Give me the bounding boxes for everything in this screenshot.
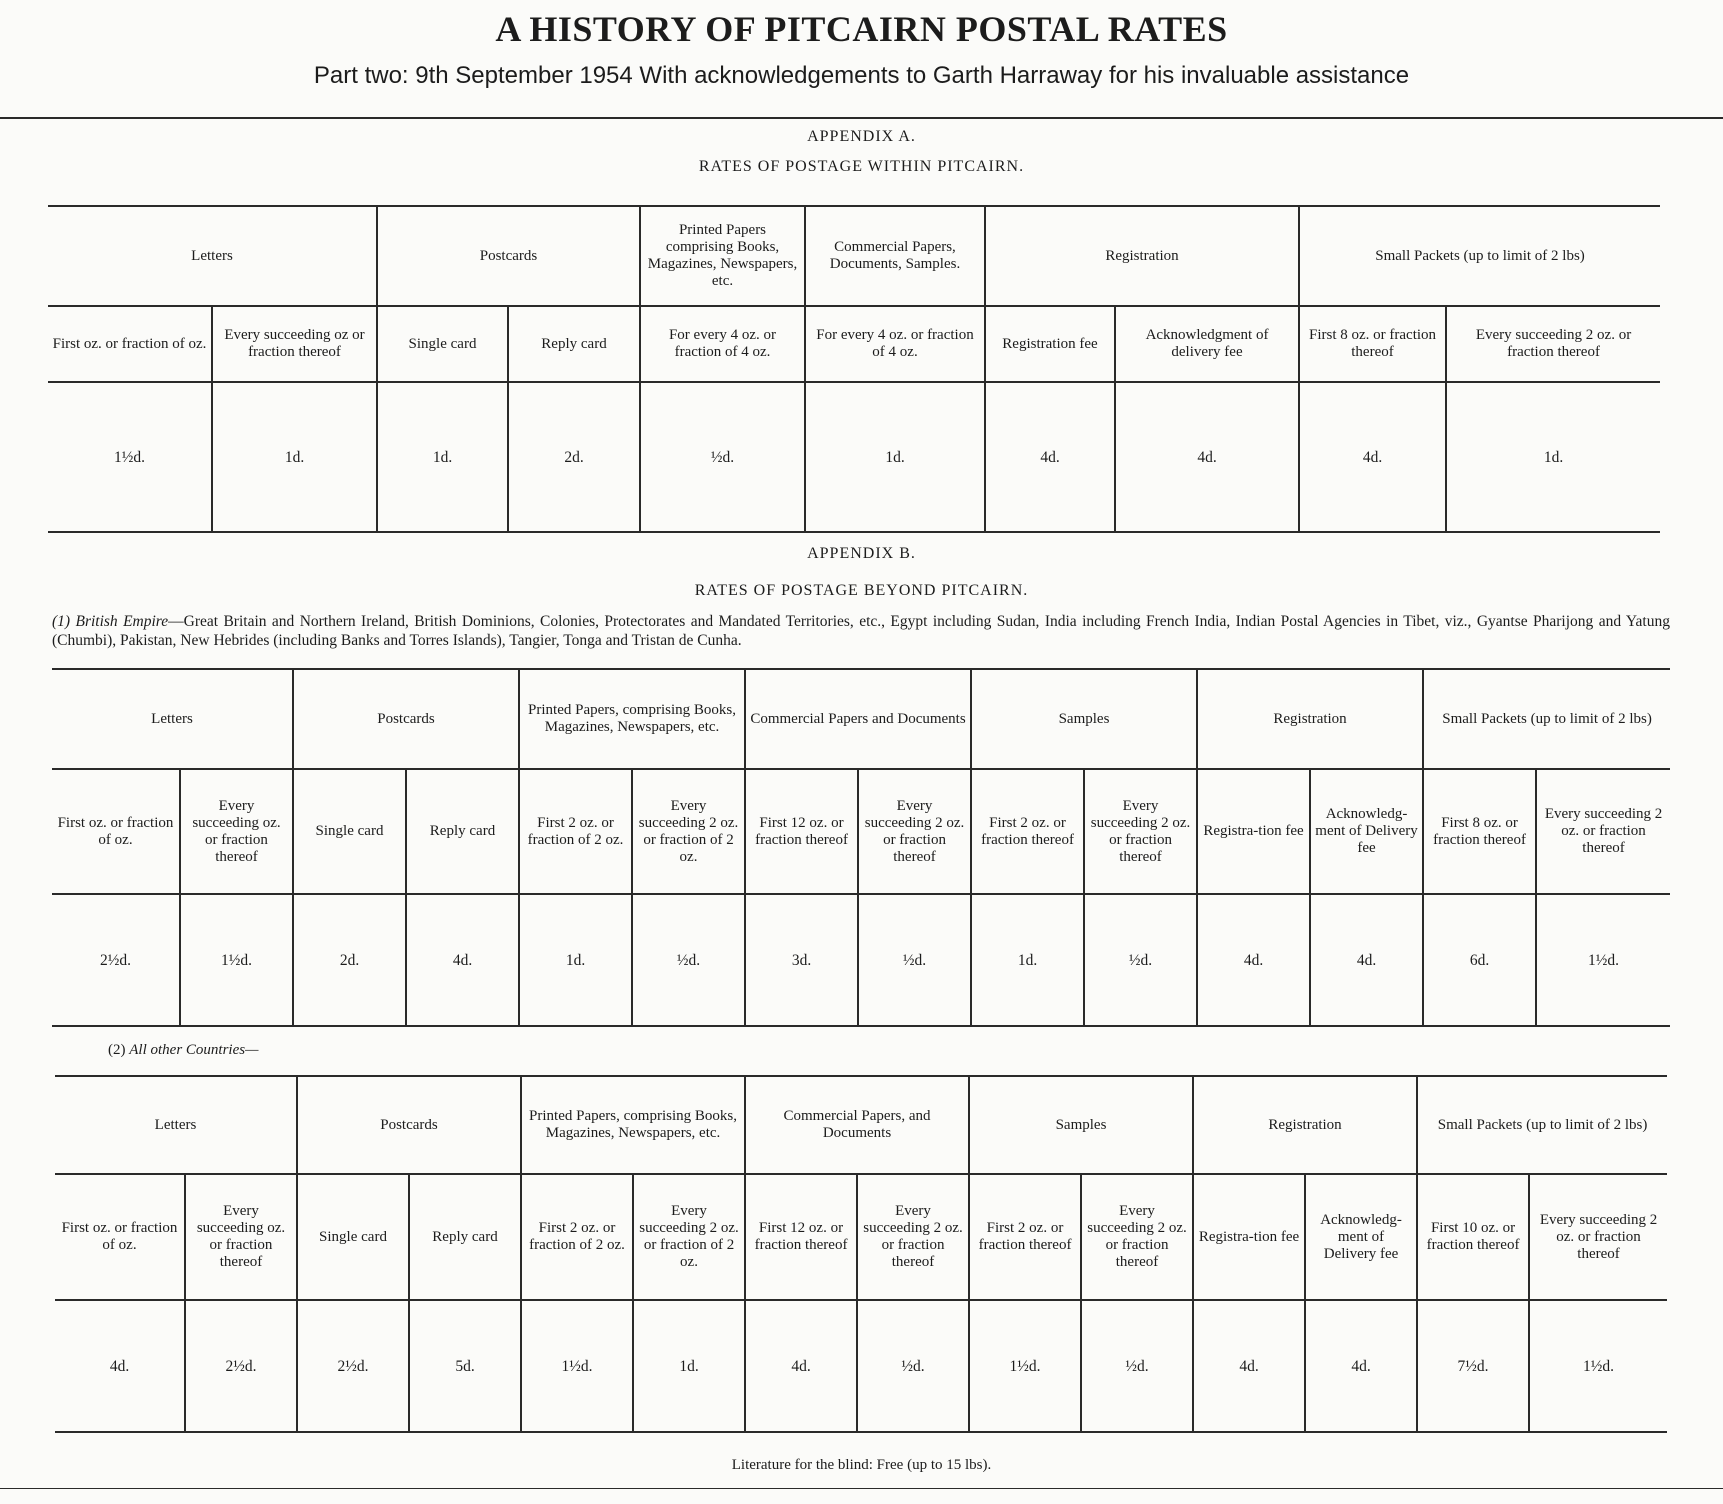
sub-header: First oz. or fraction of oz. bbox=[52, 769, 180, 894]
section-lead: (1) British Empire bbox=[52, 613, 169, 630]
rate-value: ½d. bbox=[632, 894, 745, 1026]
rate-value: 1½d. bbox=[114, 448, 145, 466]
rate-value: 3d. bbox=[745, 894, 858, 1026]
rate-value: 1½d. bbox=[521, 1300, 633, 1432]
sub-header: First 8 oz. or fraction thereof bbox=[1423, 769, 1536, 894]
rate-value: 1d. bbox=[377, 382, 508, 532]
appendix-b-title: RATES OF POSTAGE BEYOND PITCAIRN. bbox=[694, 582, 1029, 599]
sub-header: Every succeeding 2 oz. or fraction of 2 oz. bbox=[632, 769, 745, 894]
rate-value: 2d. bbox=[508, 382, 640, 532]
group-small-packets: Small Packets (up to limit of 2 lbs) bbox=[1417, 1076, 1667, 1174]
sub-header: Every succeeding 2 oz. or fraction thereof bbox=[857, 1174, 969, 1300]
section-text: —Great Britain and Northern Ireland, British Dominions, Colonies, Protectorates and Mandated Territories, etc., Egypt including Sudan, India including French India, Indian Postal Agencies in Tibet, viz., Gyantse Pharijong and Yatung (Chumbi), Pakistan, New Hebrides (including Banks and Torres Islands), Tangier, Tonga and Tristan de Cunha. bbox=[52, 613, 1670, 649]
header-rule bbox=[0, 117, 1723, 119]
rate-value: 1½d. bbox=[1536, 894, 1670, 1026]
group-small-packets: Small Packets (up to limit of 2 lbs) bbox=[1423, 669, 1670, 769]
rate-value: 1d. bbox=[1446, 382, 1660, 532]
rate-value: 1d. bbox=[805, 382, 985, 532]
appendix-a-table bbox=[48, 205, 1660, 533]
sub-header: Every succeeding 2 oz. or fraction thereof bbox=[1084, 769, 1197, 894]
rate-value: ½d. bbox=[1084, 894, 1197, 1026]
rate-value: 6d. bbox=[1423, 894, 1536, 1026]
sub-header: Every succeeding 2 oz. or fraction thereof bbox=[858, 769, 971, 894]
sub-header: Every succeeding oz. or fraction thereof bbox=[185, 1174, 297, 1300]
rate-value: 1d. bbox=[971, 894, 1084, 1026]
appendix-b-heading: APPENDIX B. bbox=[807, 545, 916, 562]
group-postcards: Postcards bbox=[297, 1076, 521, 1174]
rate-value: 1d. bbox=[212, 382, 377, 532]
sub-header: First 2 oz. or fraction of 2 oz. bbox=[521, 1174, 633, 1300]
rate-value: 4d. bbox=[1115, 382, 1299, 532]
rate-value: 4d. bbox=[1310, 894, 1423, 1026]
sub-header: Registration fee bbox=[985, 306, 1115, 382]
group-letters: Letters bbox=[48, 206, 377, 306]
group-small-packets: Small Packets (up to limit of 2 lbs) bbox=[1299, 206, 1660, 306]
sub-header: First oz. or fraction of oz. bbox=[48, 306, 212, 382]
british-empire-table bbox=[52, 668, 1670, 1027]
group-registration: Registration bbox=[985, 206, 1299, 306]
sub-header: First 2 oz. or fraction of 2 oz. bbox=[519, 769, 632, 894]
footer-rule bbox=[0, 1488, 1723, 1489]
sub-header: Every succeeding oz. or fraction thereof bbox=[180, 769, 293, 894]
group-printed-papers: Printed Papers comprising Books, Magazines, Newspapers, etc. bbox=[640, 206, 805, 306]
rate-value: 1½d. bbox=[180, 894, 293, 1026]
rate-value: 4d. bbox=[985, 382, 1115, 532]
section-label: All other Countries— bbox=[129, 1042, 259, 1058]
blind-literature-note: Literature for the blind: Free (up to 15 lbs). bbox=[731, 1457, 992, 1473]
rate-value: 1½d. bbox=[969, 1300, 1081, 1432]
sub-header: First 12 oz. or fraction thereof bbox=[745, 1174, 857, 1300]
group-commercial-papers: Commercial Papers, and Documents bbox=[745, 1076, 969, 1174]
rate-value: 4d. bbox=[1299, 382, 1446, 532]
group-samples: Samples bbox=[971, 669, 1197, 769]
rate-value: 4d. bbox=[406, 894, 519, 1026]
sub-header: Single card bbox=[293, 769, 406, 894]
sub-header: Every succeeding 2 oz. or fraction thereof bbox=[1446, 306, 1660, 382]
group-printed-papers: Printed Papers, comprising Books, Magazines, Newspapers, etc. bbox=[521, 1076, 745, 1174]
sub-header: Reply card bbox=[409, 1174, 521, 1300]
sub-header: First 2 oz. or fraction thereof bbox=[969, 1174, 1081, 1300]
rate-value: 5d. bbox=[409, 1300, 521, 1432]
rate-value: ½d. bbox=[857, 1300, 969, 1432]
page-title: A HISTORY OF PITCAIRN POSTAL RATES bbox=[495, 9, 1228, 49]
group-registration: Registration bbox=[1193, 1076, 1417, 1174]
rate-value: 2½d. bbox=[297, 1300, 409, 1432]
sub-header: Every succeeding oz or fraction thereof bbox=[212, 306, 377, 382]
rate-value: ½d. bbox=[640, 382, 805, 532]
sub-header: First oz. or fraction of oz. bbox=[55, 1174, 185, 1300]
other-countries-table bbox=[55, 1075, 1667, 1433]
rate-value: 4d. bbox=[1193, 1300, 1305, 1432]
rate-value: 4d. bbox=[109, 1357, 130, 1375]
rate-value: 4d. bbox=[1305, 1300, 1417, 1432]
group-postcards: Postcards bbox=[377, 206, 640, 306]
rate-value: ½d. bbox=[858, 894, 971, 1026]
rate-value: 1½d. bbox=[1529, 1300, 1667, 1432]
group-commercial-papers: Commercial Papers and Documents bbox=[745, 669, 971, 769]
sub-header: Every succeeding 2 oz. or fraction thereof bbox=[1529, 1174, 1667, 1300]
sub-header: For every 4 oz. or fraction of 4 oz. bbox=[640, 306, 805, 382]
sub-header: Single card bbox=[377, 306, 508, 382]
rate-value: 2½d. bbox=[100, 951, 131, 969]
sub-header: First 8 oz. or fraction thereof bbox=[1299, 306, 1446, 382]
appendix-a-title: RATES OF POSTAGE WITHIN PITCAIRN. bbox=[698, 158, 1025, 175]
group-printed-papers: Printed Papers, comprising Books, Magazines, Newspapers, etc. bbox=[519, 669, 745, 769]
sub-header: For every 4 oz. or fraction of 4 oz. bbox=[805, 306, 985, 382]
group-registration: Registration bbox=[1197, 669, 1423, 769]
sub-header: Registra-tion fee bbox=[1197, 769, 1310, 894]
group-postcards: Postcards bbox=[293, 669, 519, 769]
rate-value: 2d. bbox=[293, 894, 406, 1026]
rate-value: 1d. bbox=[519, 894, 632, 1026]
rate-value: 4d. bbox=[1197, 894, 1310, 1026]
group-letters: Letters bbox=[55, 1076, 297, 1174]
rate-value: 7½d. bbox=[1417, 1300, 1529, 1432]
appendix-a-heading: APPENDIX A. bbox=[807, 128, 916, 145]
sub-header: Every succeeding 2 oz. or fraction thereof bbox=[1081, 1174, 1193, 1300]
sub-header: First 12 oz. or fraction thereof bbox=[745, 769, 858, 894]
sub-header: Every succeeding 2 oz. or fraction of 2 oz. bbox=[633, 1174, 745, 1300]
british-empire-paragraph bbox=[52, 612, 1670, 650]
sub-header: Every succeeding 2 oz. or fraction thereof bbox=[1536, 769, 1670, 894]
rate-value: ½d. bbox=[1081, 1300, 1193, 1432]
all-other-countries-label bbox=[108, 1042, 258, 1059]
sub-header: Registra-tion fee bbox=[1193, 1174, 1305, 1300]
sub-header: Acknowledgment of delivery fee bbox=[1115, 306, 1299, 382]
sub-header: Reply card bbox=[406, 769, 519, 894]
sub-header: Single card bbox=[297, 1174, 409, 1300]
sub-header: First 2 oz. or fraction thereof bbox=[971, 769, 1084, 894]
group-samples: Samples bbox=[969, 1076, 1193, 1174]
rate-value: 4d. bbox=[745, 1300, 857, 1432]
sub-header: Reply card bbox=[508, 306, 640, 382]
section-lead: (2) bbox=[108, 1042, 126, 1058]
page-subtitle: Part two: 9th September 1954 With acknowledgements to Garth Harraway for his invaluable assistance bbox=[313, 62, 1410, 89]
group-letters: Letters bbox=[52, 669, 293, 769]
group-commercial-papers: Commercial Papers, Documents, Samples. bbox=[805, 206, 985, 306]
sub-header: Acknowledg-ment of Delivery fee bbox=[1310, 769, 1423, 894]
sub-header: First 10 oz. or fraction thereof bbox=[1417, 1174, 1529, 1300]
rate-value: 2½d. bbox=[185, 1300, 297, 1432]
sub-header: Acknowledg-ment of Delivery fee bbox=[1305, 1174, 1417, 1300]
rate-value: 1d. bbox=[633, 1300, 745, 1432]
